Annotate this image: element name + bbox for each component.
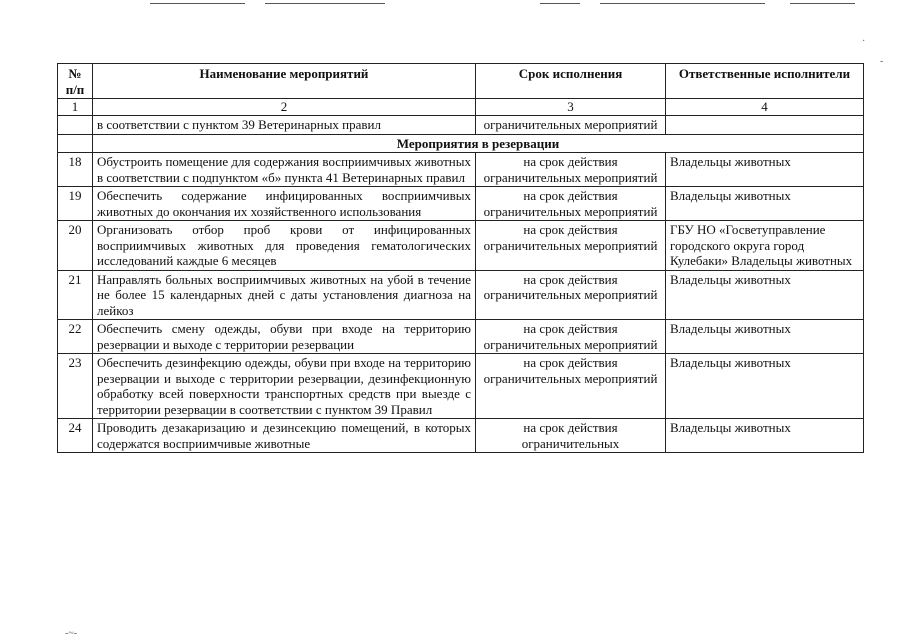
row-resp: Владельцы животных <box>666 354 864 419</box>
scan-speck: -~- <box>65 628 78 639</box>
header-term: Срок исполнения <box>476 64 666 99</box>
row-name: Обустроить помещение для содержания восприимчивых животных в соответствии с подпунктом «б» пункта 41 Ветеринарных правил <box>93 153 476 187</box>
row-name: Обеспечить содержание инфицированных восприимчивых животных до окончания их хозяйственного использования <box>93 187 476 221</box>
row-num: 18 <box>58 153 93 187</box>
row-term: на срок действия ограничительных мероприятий <box>476 221 666 271</box>
table-row <box>58 187 864 221</box>
scan-speck: · <box>862 36 866 47</box>
table-row <box>58 153 864 187</box>
index-cell: 4 <box>666 99 864 116</box>
row-term: на срок действия ограничительных мероприятий <box>476 187 666 221</box>
table-row <box>58 270 864 320</box>
row-num: 19 <box>58 187 93 221</box>
table-row <box>58 419 864 453</box>
page-top-rule <box>150 3 245 4</box>
row-resp: Владельцы животных <box>666 187 864 221</box>
table-row <box>58 221 864 271</box>
row-term: на срок действия ограничительных мероприятий <box>476 153 666 187</box>
section-row <box>58 134 864 153</box>
row-term: на срок действия ограничительных мероприятий <box>476 354 666 419</box>
row-resp: Владельцы животных <box>666 270 864 320</box>
row-resp <box>666 116 864 135</box>
section-title: Мероприятия в резервации <box>93 134 864 153</box>
column-index-row <box>58 99 864 116</box>
row-resp: Владельцы животных <box>666 419 864 453</box>
row-term: на срок действия ограничительных <box>476 419 666 453</box>
page-top-rule <box>600 3 765 4</box>
index-cell: 2 <box>93 99 476 116</box>
row-name: Организовать отбор проб крови от инфицированных восприимчивых животных для проведения гематологических исследований каждые 6 месяцев <box>93 221 476 271</box>
page-top-rule <box>790 3 855 4</box>
section-empty-cell <box>58 134 93 153</box>
row-resp: ГБУ НО «Госветуправление городского округа город Кулебаки» Владельцы животных <box>666 221 864 271</box>
row-name: Проводить дезакаризацию и дезинсекцию помещений, в которых содержатся восприимчивые животные <box>93 419 476 453</box>
header-num: № п/п <box>58 64 93 99</box>
row-num <box>58 116 93 135</box>
table-row <box>58 354 864 419</box>
row-num: 24 <box>58 419 93 453</box>
row-term: ограничительных мероприятий <box>476 116 666 135</box>
row-term: на срок действия ограничительных мероприятий <box>476 270 666 320</box>
page-top-rule <box>540 3 580 4</box>
header-name: Наименование мероприятий <box>93 64 476 99</box>
page-top-rule <box>265 3 385 4</box>
row-resp: Владельцы животных <box>666 153 864 187</box>
row-resp: Владельцы животных <box>666 320 864 354</box>
measures-table <box>57 63 864 453</box>
row-num: 21 <box>58 270 93 320</box>
row-term: на срок действия ограничительных мероприятий <box>476 320 666 354</box>
index-cell: 1 <box>58 99 93 116</box>
header-resp: Ответственные исполнители <box>666 64 864 99</box>
row-name: Направлять больных восприимчивых животных на убой в течение не более 15 календарных дней с даты установления диагноза на лейкоз <box>93 270 476 320</box>
table-row <box>58 320 864 354</box>
row-name: Обеспечить дезинфекцию одежды, обуви при входе на территорию резервации и выходе с территории резервации, дезинфекционную обработку всей поверхности транспортных средств при выезде с территории резервации в соответствии с пунктом 39 Правил <box>93 354 476 419</box>
row-num: 20 <box>58 221 93 271</box>
row-num: 22 <box>58 320 93 354</box>
row-num: 23 <box>58 354 93 419</box>
index-cell: 3 <box>476 99 666 116</box>
scan-speck: - <box>880 56 884 67</box>
row-name: в соответствии с пунктом 39 Ветеринарных правил <box>93 116 476 135</box>
continuation-row <box>58 116 864 135</box>
header-row <box>58 64 864 99</box>
row-name: Обеспечить смену одежды, обуви при входе на территорию резервации и выходе с территории резервации <box>93 320 476 354</box>
